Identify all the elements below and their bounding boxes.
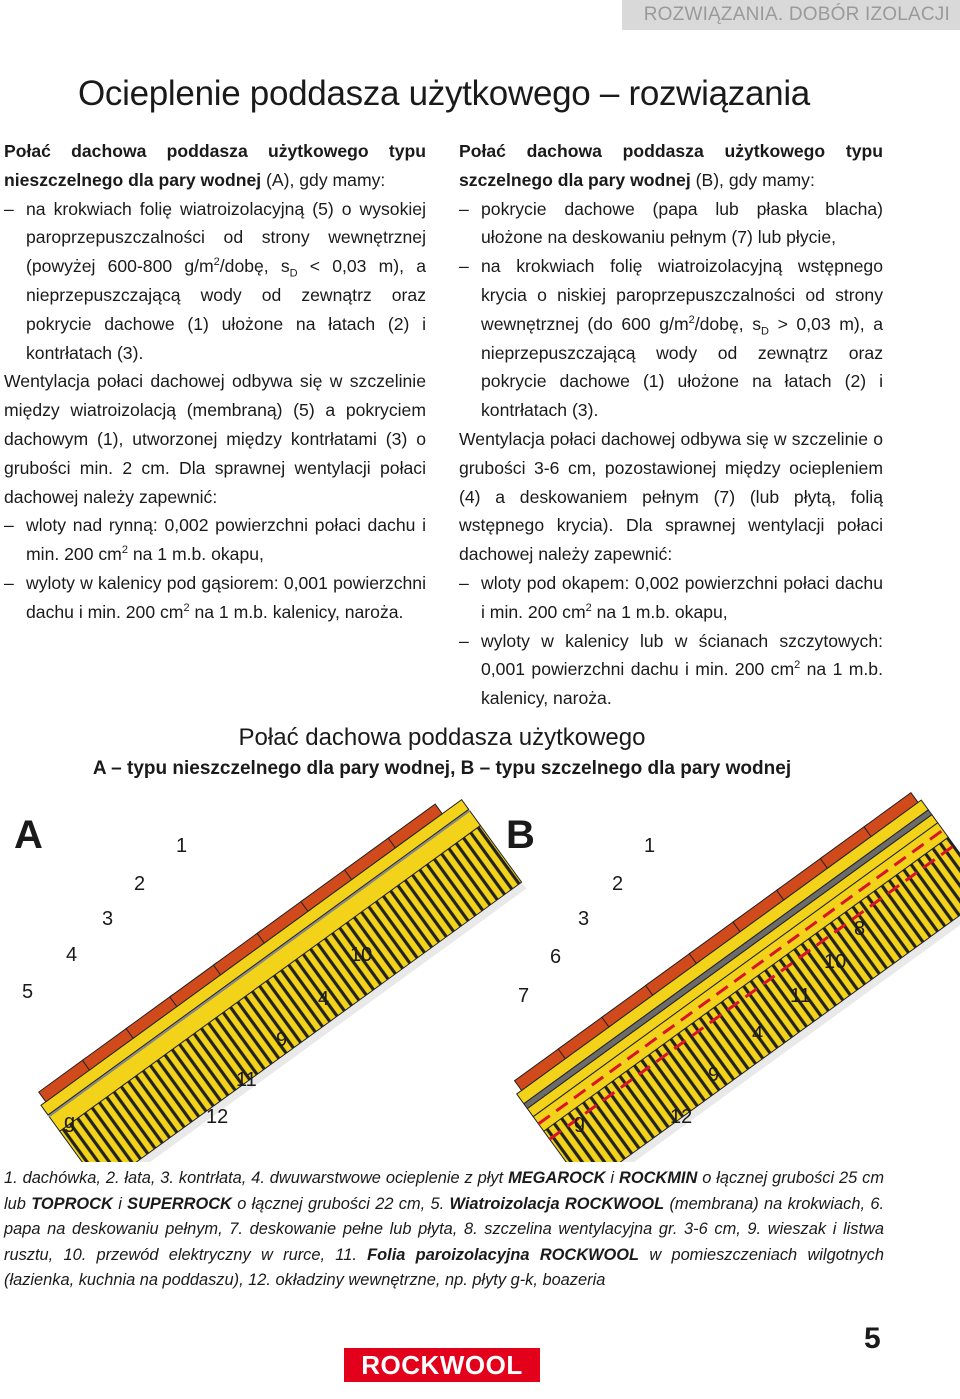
rockwool-logo: ROCKWOOL bbox=[344, 1348, 540, 1382]
svg-text:10: 10 bbox=[350, 944, 373, 966]
svg-text:9: 9 bbox=[276, 1029, 288, 1051]
roof-section-diagram bbox=[0, 790, 960, 1162]
svg-text:g: g bbox=[64, 1111, 76, 1133]
diagram-b bbox=[506, 790, 960, 1162]
figure-subtitle: A – typu nieszczelnego dla pary wodnej, B – typu szczelnego dla pary wodnej bbox=[92, 758, 792, 779]
svg-text:3: 3 bbox=[102, 908, 114, 930]
b-vapor-barrier bbox=[550, 845, 955, 1139]
col-b-ventilation: Wentylacja połaci dachowej odbywa się w szczelinie o grubości 3-6 cm, pozostawionej między ociepleniem (4) a deskowaniem pełnym (7) (lub płytą, folią wstępnego krycia). Dla sprawnej wentylacji połaci dachowej należy zapewnić: bbox=[459, 428, 883, 565]
svg-text:9: 9 bbox=[708, 1064, 720, 1086]
svg-text:10: 10 bbox=[824, 951, 847, 973]
col-a-intro: Połać dachowa poddasza użytkowego typu nieszczelnego dla pary wodnej (A), gdy mamy: bbox=[4, 141, 426, 190]
svg-text:4: 4 bbox=[752, 1023, 764, 1045]
svg-text:5: 5 bbox=[22, 981, 34, 1003]
column-b-text bbox=[459, 137, 883, 713]
col-b-item-2: – na krokwiach folię wiatroizolacyjną wstępnego krycia o niskiej paroprzepuszczalności od strony wewnętrznej (do 600 $g/m^2$/dobę, $s_D > 0,03$ m), a nieprzepuszczającą wody od zewnątrz oraz pokrycie dachowe (1) ułożone na łatach (2) i kontrłatach (3). bbox=[459, 252, 883, 425]
diagram-b-letter: B bbox=[506, 813, 535, 857]
figure-legend: 1. dachówka, 2. łata, 3. kontrłata, 4. dwuwarstwowe ocieplenie z płyt MEGAROCK i ROCKMIN o łącznej grubości 25 cm lub TOPROCK i SUPERROCK o łącznej grubości 22 cm, 5. Wiatroizolacja ROCKWOOL (membrana) na krokwiach, 6. papa na deskowaniu pełnym, 7. deskowanie pełne lub płyta, 8. szczelina wentylacyjna gr. 3-6 cm, 9. wieszak i listwa rusztu, 10. przewód elektryczny w rurce, 11. Folia paroizolacyjna ROCKWOOL w pomieszczeniach wilgotnych (łazienka, kuchnia na poddaszu), 12. okładziny wewnętrzne, np. płyty g-k, boazeria bbox=[4, 1169, 885, 1289]
svg-text:1: 1 bbox=[644, 835, 656, 857]
svg-text:6: 6 bbox=[550, 946, 562, 968]
svg-text:12: 12 bbox=[206, 1106, 229, 1128]
col-b-intro: Połać dachowa poddasza użytkowego typu szczelnego dla pary wodnej (B), gdy mamy: bbox=[459, 141, 883, 190]
svg-text:11: 11 bbox=[236, 1069, 257, 1091]
col-a-item-1: – na krokwiach folię wiatroizolacyjną (5) o wysokiej paroprzepuszczalności od strony wewnętrznej (powyżej 600-800 $g/m^2$/dobę, $s_D < 0,03$ m), a nieprzepuszczającą wody od zewnątrz oraz pokrycie dachowe (1) ułożone na łatach (2) i kontrłatach (3). bbox=[4, 195, 426, 368]
figure-title: Połać dachowa poddasza użytkowego bbox=[238, 724, 646, 751]
svg-text:4: 4 bbox=[318, 988, 330, 1010]
column-a-text bbox=[4, 137, 426, 627]
svg-text:7: 7 bbox=[518, 985, 530, 1007]
col-a-ventilation: Wentylacja połaci dachowej odbywa się w szczelinie między wiatroizolacją (membraną) (5) a pokryciem dachowym (1), utworzonej między kontrłatami (3) o grubości min. 2 cm. Dla sprawnej wentylacji połaci dachowej należy zapewnić: bbox=[4, 371, 426, 507]
svg-text:12: 12 bbox=[670, 1106, 693, 1128]
section-header: ROZWIĄZANIA. DOBÓR IZOLACJI bbox=[622, 0, 960, 30]
diagram-a-letter: A bbox=[14, 813, 43, 857]
svg-text:4: 4 bbox=[66, 944, 78, 966]
svg-text:2: 2 bbox=[134, 873, 146, 895]
svg-text:3: 3 bbox=[578, 908, 590, 930]
svg-text:8: 8 bbox=[854, 918, 866, 940]
diagram-a bbox=[14, 790, 526, 1162]
col-b-item-1: – pokrycie dachowe (papa lub płaska blacha) ułożone na deskowaniu pełnym (7) lub płycie, bbox=[459, 195, 883, 253]
col-a-item-3: – wyloty w kalenicy pod gąsiorem: 0,001 powierzchni dachu i min. 200 $cm^2$ na 1 m.b. kalenicy, naroża. bbox=[4, 569, 426, 627]
svg-text:g: g bbox=[574, 1111, 586, 1133]
svg-text:2: 2 bbox=[612, 873, 624, 895]
col-b-item-4: – wyloty w kalenicy lub w ścianach szczytowych: 0,001 powierzchni dachu i min. 200 $cm^2$ na 1 m.b. kalenicy, naroża. bbox=[459, 627, 883, 713]
a-insulation bbox=[60, 826, 522, 1162]
col-b-item-3: – wloty pod okapem: 0,002 powierzchni połaci dachu i min. 200 $cm^2$ na 1 m.b. okapu, bbox=[459, 569, 883, 627]
svg-text:11: 11 bbox=[790, 985, 811, 1007]
svg-text:1: 1 bbox=[176, 835, 188, 857]
a-rafter bbox=[49, 811, 480, 1131]
col-a-item-2: – wloty nad rynną: 0,002 powierzchni połaci dachu i min. 200 $cm^2$ na 1 m.b. okapu, bbox=[4, 511, 426, 569]
page-number: 5 bbox=[864, 1322, 881, 1355]
page-title: Ocieplenie poddasza użytkowego – rozwiązania bbox=[78, 74, 810, 113]
